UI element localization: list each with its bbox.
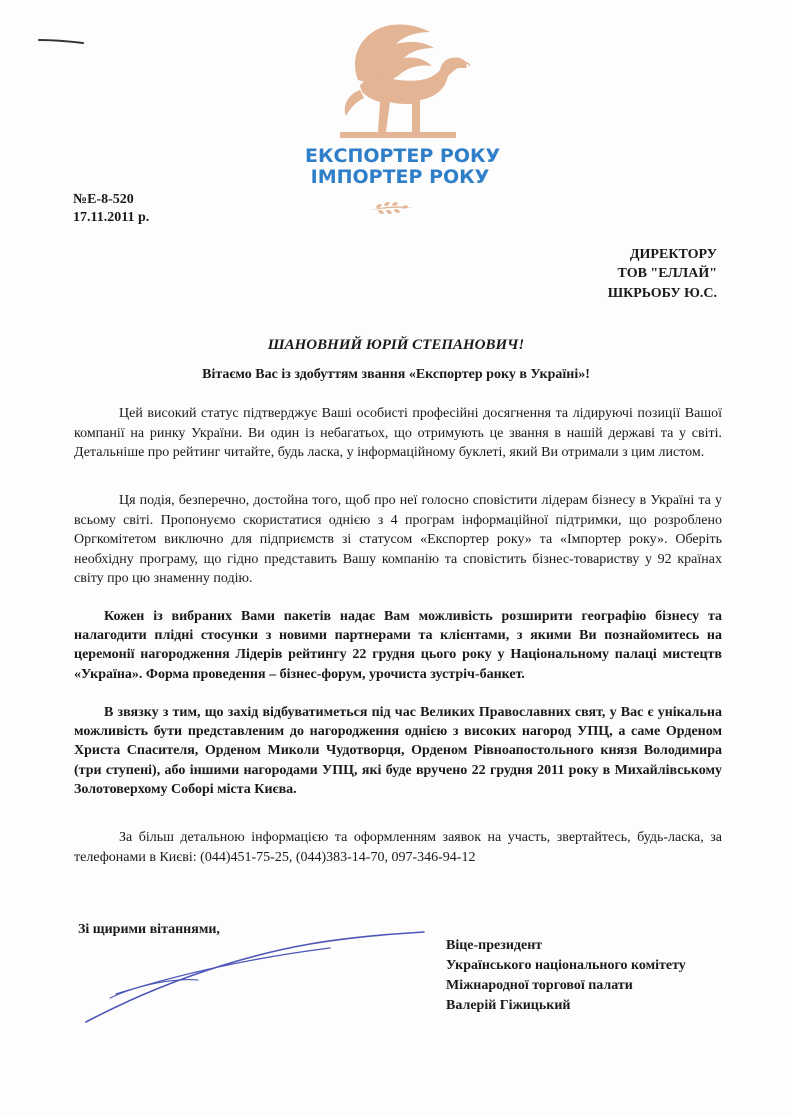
logo-text-importer: ІМПОРТЕР РОКУ	[310, 166, 490, 188]
signer-name: Валерій Гіжицький	[446, 998, 571, 1013]
closing-phrase: Зі щирими вітаннями,	[78, 922, 220, 937]
contact-paragraph: За більш детальною інформацією та оформленням заявок на участь, звертайтесь, будь-ласка, за телефонами в Києві: (044)451-75-25, (044)383-14-70, 097-346-94-12	[74, 830, 722, 865]
signer-organization: Українського національного комітету	[446, 958, 686, 973]
addressee-line: ДИРЕКТОРУ	[629, 247, 717, 262]
pen-mark	[38, 38, 84, 44]
signer-title: Віце-президент	[446, 938, 543, 953]
signer-organization: Міжнародної торгової палати	[446, 978, 633, 993]
addressee-line: ШКРЬОБУ Ю.С.	[607, 286, 717, 301]
body-paragraph-bold: Кожен із вибраних Вами пакетів надає Вам можливість розширити географію бізнесу та налагодити плідні стосунки з новими партнерами та клієнтами, з якими Ви познайомитесь на церемонії нагородження Лідерів рейтингу 22 грудня цього року у Національному палаці мистецтв «Україна». Форма проведення – бізнес-форум, урочиста зустріч-банкет.	[74, 609, 722, 682]
salutation: ШАНОВНИЙ ЮРІЙ СТЕПАНОВИЧ!	[267, 337, 525, 353]
laurel-sprig-icon	[367, 198, 417, 218]
body-paragraph: Цей високий статус підтверджує Ваші особисті професійні досягнення та лідируючі позиції Вашої компанії на ринку України. Ви один із небагатьох, що отримують це звання в нашій державі та у світі. Детальніше про рейтинг читайте, будь ласка, у інформаційному буклеті, який Ви отримали з цим листом.	[74, 406, 722, 460]
registration-number: №Е-8-520	[73, 192, 134, 207]
letter-date: 17.11.2011 р.	[73, 210, 150, 225]
congratulation-heading: Вітаємо Вас із здобуттям звання «Експортер року в Україні»!	[202, 367, 590, 382]
logo-text-exporter: ЕКСПОРТЕР РОКУ	[305, 145, 501, 167]
winged-griffin-icon	[320, 20, 470, 142]
body-paragraph-bold: В звязку з тим, що захід відбуватиметься під час Великих Православних свят, у Вас є унікальна можливість бути представленим до нагородження однією з високих нагород УПЦ, а саме Орденом Христа Спасителя, Орденом Миколи Чудотворця, Орденом Рівноапостольного князя Володимира (три ступені), або іншими нагородами УПЦ, які буде вручено 22 грудня 2011 року в Михайлівському Золотоверхому Соборі міста Києва.	[74, 705, 722, 797]
body-paragraph: Ця подія, безперечно, достойна того, щоб про неї голосно сповістити лідерам бізнесу в Україні та у всьому світі. Пропонуємо скористатися однією з 4 програм інформаційної підтримки, що розроблено Оргкомітетом виключно для підприємств зі статусом «Експортер року» та «Імпортер року». Оберіть необхідну програму, що гідно представить Вашу компанію та сповістить бізнес-товариству у 92 країнах світу про цю знаменну подію.	[74, 493, 722, 586]
exporter-of-the-year-logo	[305, 20, 501, 220]
addressee-line: ТОВ "ЕЛЛАЙ"	[617, 266, 717, 281]
